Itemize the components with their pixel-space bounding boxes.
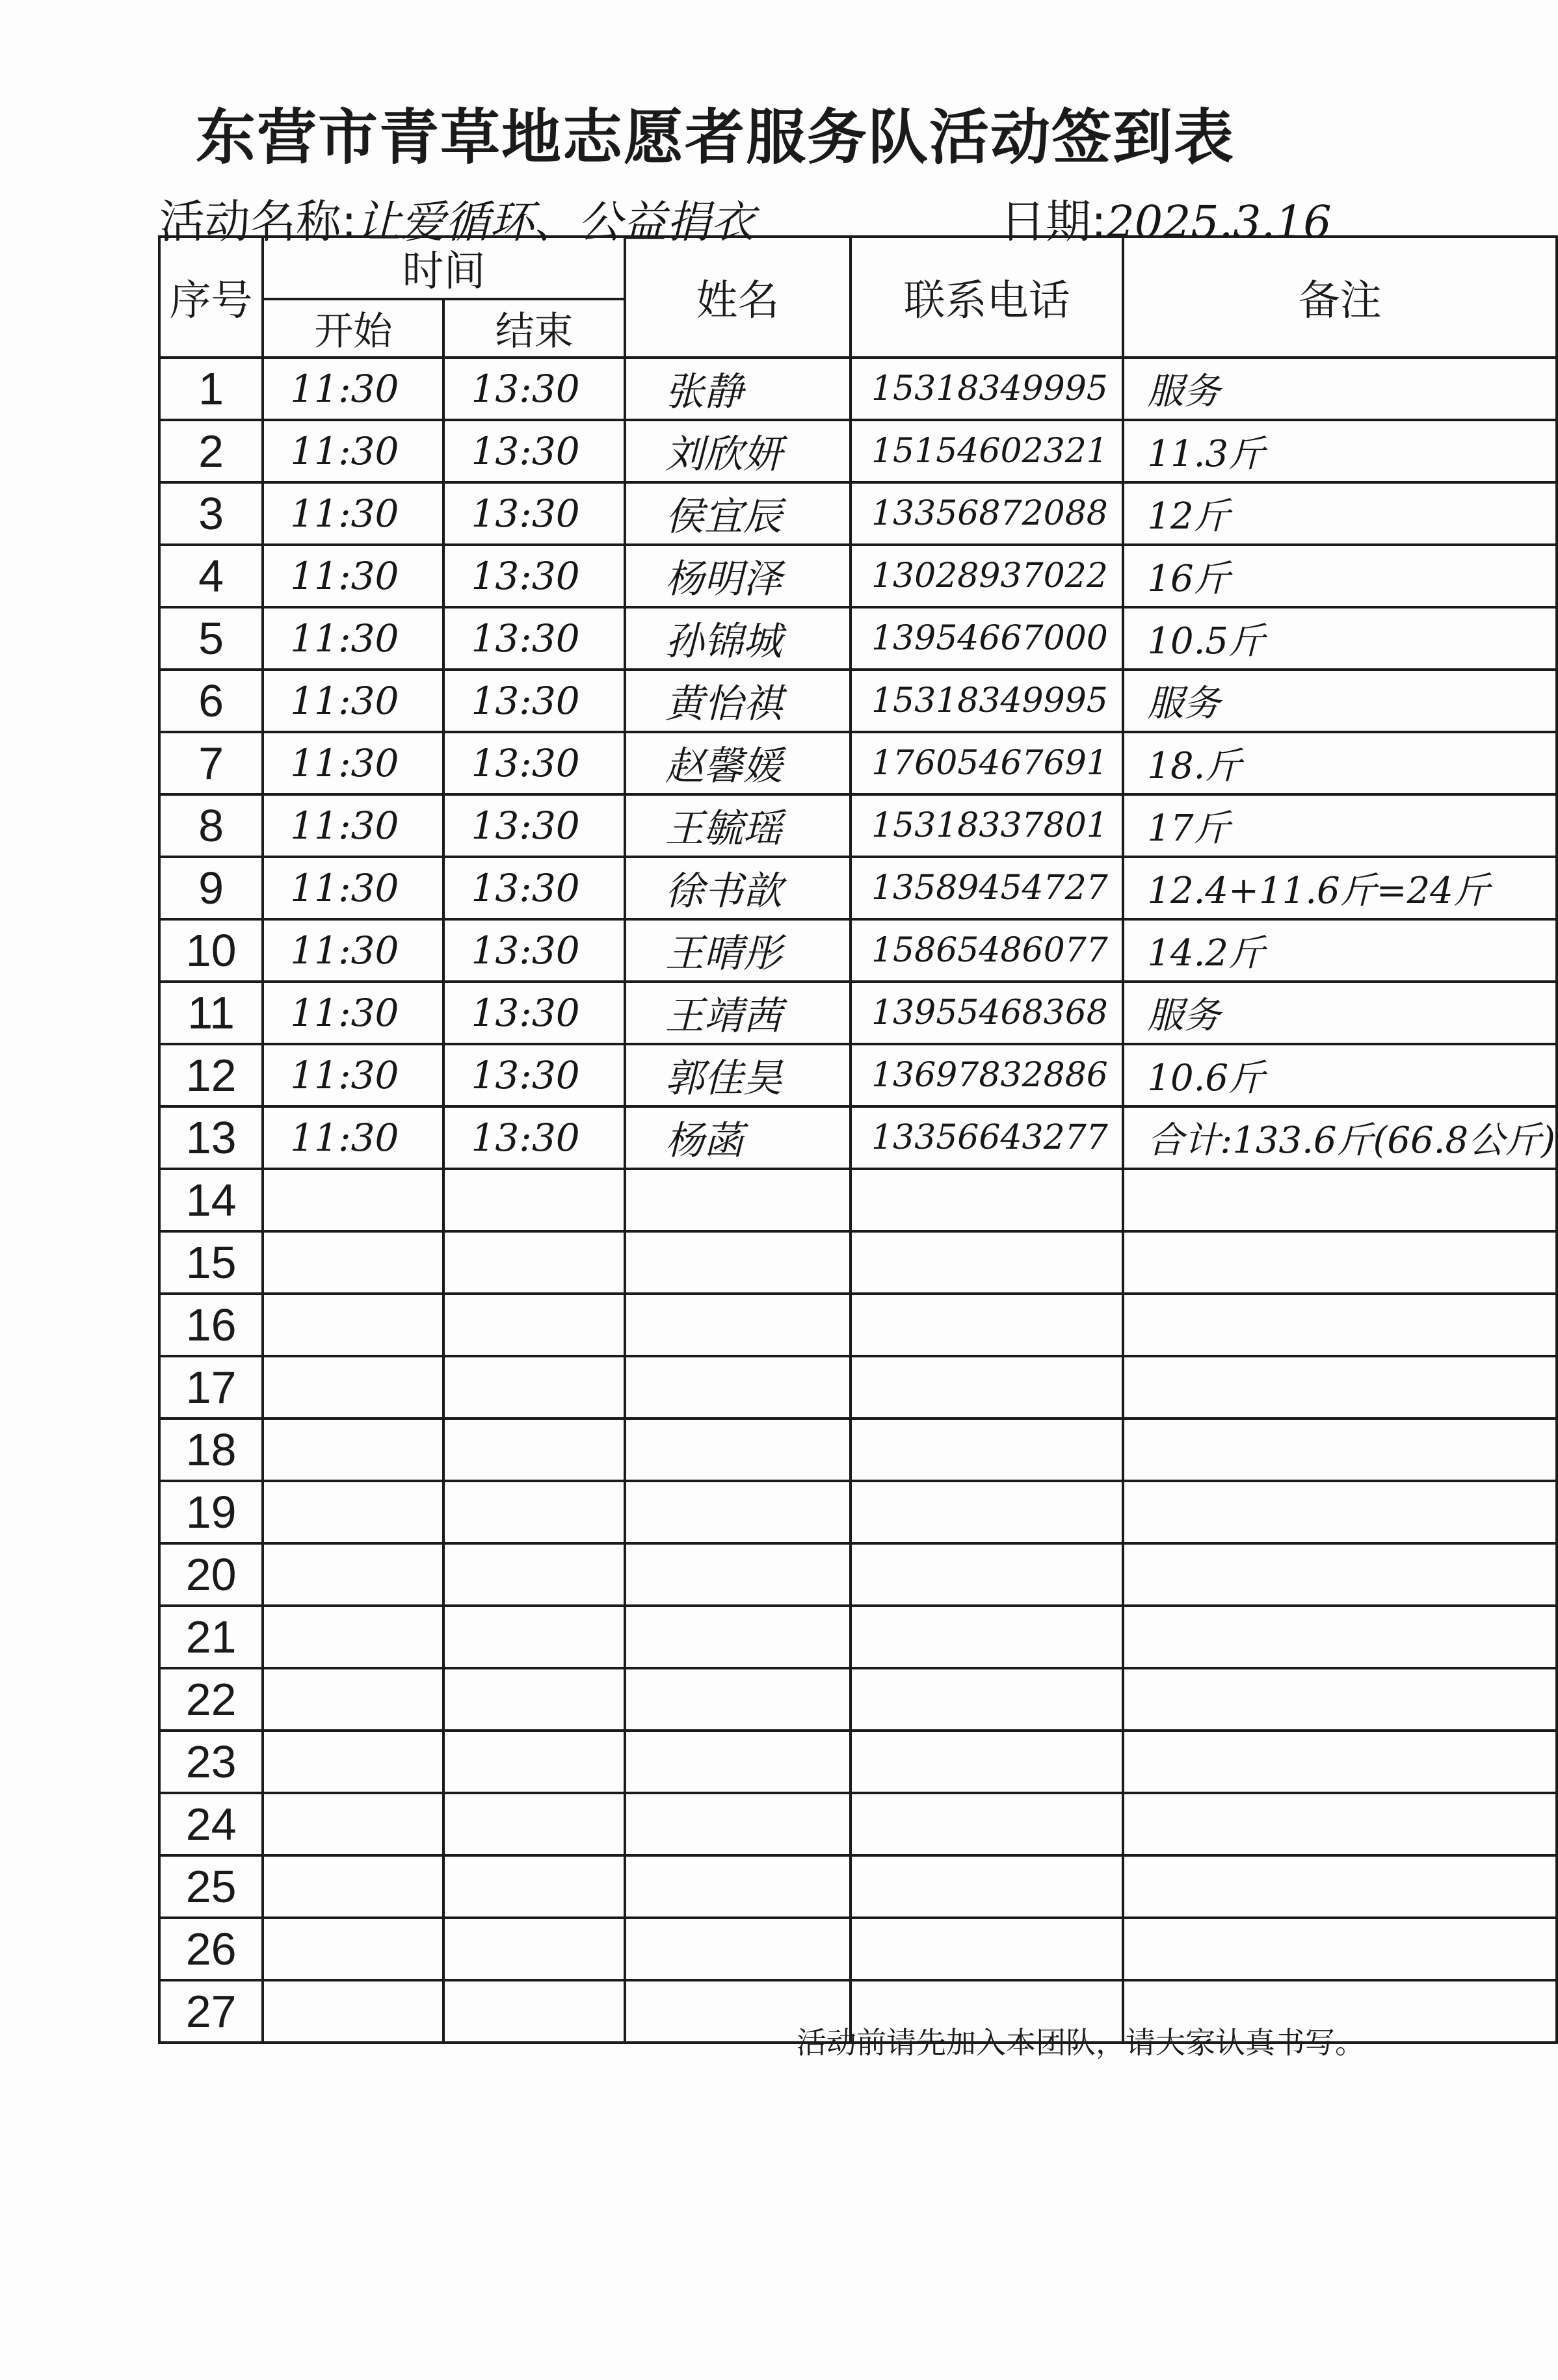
row-name: 王毓瑶 — [625, 794, 851, 857]
row-end-time: 13:30 — [443, 919, 624, 982]
row-end-time — [443, 1668, 624, 1731]
table-row — [159, 1855, 1557, 1918]
row-seq: 11 — [159, 982, 263, 1044]
row-name — [625, 1793, 851, 1855]
table-row — [159, 1419, 1557, 1481]
row-phone — [851, 1606, 1123, 1668]
table-row — [159, 732, 1557, 794]
row-start-time — [263, 1231, 443, 1294]
row-start-time: 11:30 — [263, 358, 443, 420]
row-end-time: 13:30 — [443, 607, 624, 670]
row-phone — [851, 1543, 1123, 1606]
row-start-time — [263, 1356, 443, 1419]
row-phone: 17605467691 — [851, 732, 1123, 794]
table-row — [159, 1668, 1557, 1731]
row-phone — [851, 1356, 1123, 1419]
row-phone: 15865486077 — [851, 919, 1123, 982]
row-seq: 12 — [159, 1044, 263, 1106]
row-phone — [851, 1294, 1123, 1356]
row-phone: 13589454727 — [851, 857, 1123, 919]
row-name: 郭佳昊 — [625, 1044, 851, 1106]
row-remark: 12.4+11.6斤=24斤 — [1123, 857, 1557, 919]
row-start-time — [263, 1731, 443, 1793]
row-start-time — [263, 1543, 443, 1606]
table-row — [159, 1231, 1557, 1294]
table-row — [159, 607, 1557, 670]
row-end-time — [443, 1793, 624, 1855]
row-remark: 11.3斤 — [1123, 420, 1557, 482]
row-seq: 24 — [159, 1793, 263, 1855]
row-phone — [851, 1793, 1123, 1855]
row-seq: 14 — [159, 1169, 263, 1231]
row-phone — [851, 1855, 1123, 1918]
row-start-time — [263, 1668, 443, 1731]
row-name: 杨明泽 — [625, 545, 851, 607]
table-row — [159, 1044, 1557, 1106]
table-row — [159, 482, 1557, 545]
row-start-time — [263, 1169, 443, 1231]
row-seq: 10 — [159, 919, 263, 982]
row-seq: 1 — [159, 358, 263, 420]
row-seq: 13 — [159, 1106, 263, 1169]
row-seq: 17 — [159, 1356, 263, 1419]
row-name — [625, 1231, 851, 1294]
row-remark: 合计:133.6斤(66.8公斤) — [1123, 1106, 1557, 1169]
row-start-time: 11:30 — [263, 482, 443, 545]
table-row — [159, 670, 1557, 732]
row-seq: 18 — [159, 1419, 263, 1481]
row-seq: 2 — [159, 420, 263, 482]
row-remark: 服务 — [1123, 358, 1557, 420]
row-name — [625, 1855, 851, 1918]
row-phone — [851, 1731, 1123, 1793]
row-remark — [1123, 1918, 1557, 1980]
row-start-time: 11:30 — [263, 420, 443, 482]
row-name — [625, 1543, 851, 1606]
row-remark — [1123, 1543, 1557, 1606]
row-start-time: 11:30 — [263, 670, 443, 732]
row-end-time: 13:30 — [443, 794, 624, 857]
row-name: 徐书歆 — [625, 857, 851, 919]
row-seq: 6 — [159, 670, 263, 732]
row-name — [625, 1731, 851, 1793]
row-end-time — [443, 1606, 624, 1668]
table-row — [159, 919, 1557, 982]
row-start-time — [263, 1980, 443, 2043]
table-row — [159, 1481, 1557, 1543]
row-remark — [1123, 1419, 1557, 1481]
row-phone: 15318349995 — [851, 358, 1123, 420]
row-end-time — [443, 1980, 624, 2043]
row-end-time: 13:30 — [443, 1044, 624, 1106]
table-row — [159, 1169, 1557, 1231]
row-remark: 服务 — [1123, 670, 1557, 732]
row-start-time: 11:30 — [263, 982, 443, 1044]
row-phone: 13028937022 — [851, 545, 1123, 607]
row-seq: 23 — [159, 1731, 263, 1793]
row-phone: 13356643277 — [851, 1106, 1123, 1169]
row-remark — [1123, 1855, 1557, 1918]
row-name — [625, 1668, 851, 1731]
row-seq: 16 — [159, 1294, 263, 1356]
table-row — [159, 1731, 1557, 1793]
row-remark: 12斤 — [1123, 482, 1557, 545]
row-phone — [851, 1481, 1123, 1543]
row-phone: 15318337801 — [851, 794, 1123, 857]
table-row — [159, 982, 1557, 1044]
row-end-time: 13:30 — [443, 670, 624, 732]
row-remark: 14.2斤 — [1123, 919, 1557, 982]
row-remark — [1123, 1356, 1557, 1419]
row-end-time: 13:30 — [443, 545, 624, 607]
row-remark — [1123, 1606, 1557, 1668]
row-name — [625, 1356, 851, 1419]
row-end-time: 13:30 — [443, 857, 624, 919]
row-remark: 17斤 — [1123, 794, 1557, 857]
row-name: 孙锦城 — [625, 607, 851, 670]
table-row — [159, 1543, 1557, 1606]
row-seq: 27 — [159, 1980, 263, 2043]
row-phone: 15154602321 — [851, 420, 1123, 482]
row-name — [625, 1419, 851, 1481]
row-end-time — [443, 1356, 624, 1419]
row-name — [625, 1606, 851, 1668]
table-row — [159, 1606, 1557, 1668]
row-remark — [1123, 1169, 1557, 1231]
row-phone — [851, 1668, 1123, 1731]
row-remark — [1123, 1231, 1557, 1294]
row-start-time: 11:30 — [263, 919, 443, 982]
activity-label: 活动名称: — [159, 195, 357, 248]
row-name — [625, 1169, 851, 1231]
row-seq: 4 — [159, 545, 263, 607]
row-seq: 21 — [159, 1606, 263, 1668]
table-row — [159, 1918, 1557, 1980]
header-phone: 联系电话 — [851, 237, 1123, 358]
row-end-time: 13:30 — [443, 982, 624, 1044]
row-remark — [1123, 1294, 1557, 1356]
row-seq: 25 — [159, 1855, 263, 1918]
table-row — [159, 1356, 1557, 1419]
row-phone: 13356872088 — [851, 482, 1123, 545]
header-remark: 备注 — [1123, 237, 1557, 358]
row-remark: 10.5斤 — [1123, 607, 1557, 670]
row-end-time — [443, 1731, 624, 1793]
sheet-title: 东营市青草地志愿者服务队活动签到表 — [195, 103, 1235, 172]
table-row — [159, 545, 1557, 607]
row-remark — [1123, 1668, 1557, 1731]
row-name: 黄怡祺 — [625, 670, 851, 732]
row-seq: 5 — [159, 607, 263, 670]
row-name: 侯宜辰 — [625, 482, 851, 545]
row-remark: 16斤 — [1123, 545, 1557, 607]
table-row — [159, 1106, 1557, 1169]
row-name: 王靖茜 — [625, 982, 851, 1044]
row-end-time: 13:30 — [443, 420, 624, 482]
header-start: 开始 — [263, 299, 443, 358]
row-remark: 10.6斤 — [1123, 1044, 1557, 1106]
date-label: 日期: — [1000, 195, 1107, 248]
table-row — [159, 1793, 1557, 1855]
row-seq: 22 — [159, 1668, 263, 1731]
row-seq: 9 — [159, 857, 263, 919]
row-start-time: 11:30 — [263, 732, 443, 794]
row-remark — [1123, 1731, 1557, 1793]
row-remark — [1123, 1793, 1557, 1855]
row-end-time — [443, 1294, 624, 1356]
row-name: 王晴彤 — [625, 919, 851, 982]
row-remark: 18.斤 — [1123, 732, 1557, 794]
row-phone: 13954667000 — [851, 607, 1123, 670]
row-start-time — [263, 1294, 443, 1356]
row-name — [625, 1481, 851, 1543]
row-phone — [851, 1918, 1123, 1980]
row-end-time — [443, 1855, 624, 1918]
row-name — [625, 1294, 851, 1356]
row-start-time — [263, 1606, 443, 1668]
table-body — [159, 358, 1557, 2043]
row-end-time — [443, 1918, 624, 1980]
row-end-time — [443, 1481, 624, 1543]
row-end-time — [443, 1419, 624, 1481]
table-row — [159, 358, 1557, 420]
row-name: 刘欣妍 — [625, 420, 851, 482]
row-name — [625, 1918, 851, 1980]
row-start-time: 11:30 — [263, 1044, 443, 1106]
row-seq: 3 — [159, 482, 263, 545]
row-start-time: 11:30 — [263, 607, 443, 670]
row-start-time — [263, 1481, 443, 1543]
row-start-time: 11:30 — [263, 1106, 443, 1169]
row-phone — [851, 1231, 1123, 1294]
row-phone: 13955468368 — [851, 982, 1123, 1044]
row-phone: 13697832886 — [851, 1044, 1123, 1106]
row-phone: 15318349995 — [851, 670, 1123, 732]
row-phone — [851, 1169, 1123, 1231]
table-row — [159, 420, 1557, 482]
row-remark: 服务 — [1123, 982, 1557, 1044]
activity-value: 让爱循环、公益捐衣 — [356, 197, 755, 248]
row-end-time: 13:30 — [443, 482, 624, 545]
row-start-time — [263, 1918, 443, 1980]
row-seq: 7 — [159, 732, 263, 794]
row-end-time: 13:30 — [443, 358, 624, 420]
footer-note: 活动前请先加入本团队，请大家认真书写。 — [797, 2025, 1365, 2060]
row-seq: 26 — [159, 1918, 263, 1980]
row-end-time — [443, 1231, 624, 1294]
row-start-time — [263, 1793, 443, 1855]
row-start-time: 11:30 — [263, 857, 443, 919]
row-name: 赵馨媛 — [625, 732, 851, 794]
header-seq: 序号 — [159, 237, 263, 358]
row-seq: 8 — [159, 794, 263, 857]
table-row — [159, 1294, 1557, 1356]
row-end-time: 13:30 — [443, 1106, 624, 1169]
header-end: 结束 — [443, 299, 624, 358]
table-row — [159, 857, 1557, 919]
row-seq: 19 — [159, 1481, 263, 1543]
row-name: 张静 — [625, 358, 851, 420]
row-phone — [851, 1419, 1123, 1481]
header-time: 时间 — [263, 237, 624, 299]
row-end-time — [443, 1543, 624, 1606]
row-end-time: 13:30 — [443, 732, 624, 794]
table-row — [159, 794, 1557, 857]
row-start-time: 11:30 — [263, 545, 443, 607]
header-name: 姓名 — [625, 237, 851, 358]
row-start-time — [263, 1419, 443, 1481]
row-seq: 15 — [159, 1231, 263, 1294]
row-start-time: 11:30 — [263, 794, 443, 857]
row-name: 杨菡 — [625, 1106, 851, 1169]
signin-table — [158, 235, 1558, 2044]
row-end-time — [443, 1169, 624, 1231]
row-seq: 20 — [159, 1543, 263, 1606]
row-remark — [1123, 1481, 1557, 1543]
date-value: 2025.3.16 — [1106, 197, 1332, 248]
row-start-time — [263, 1855, 443, 1918]
